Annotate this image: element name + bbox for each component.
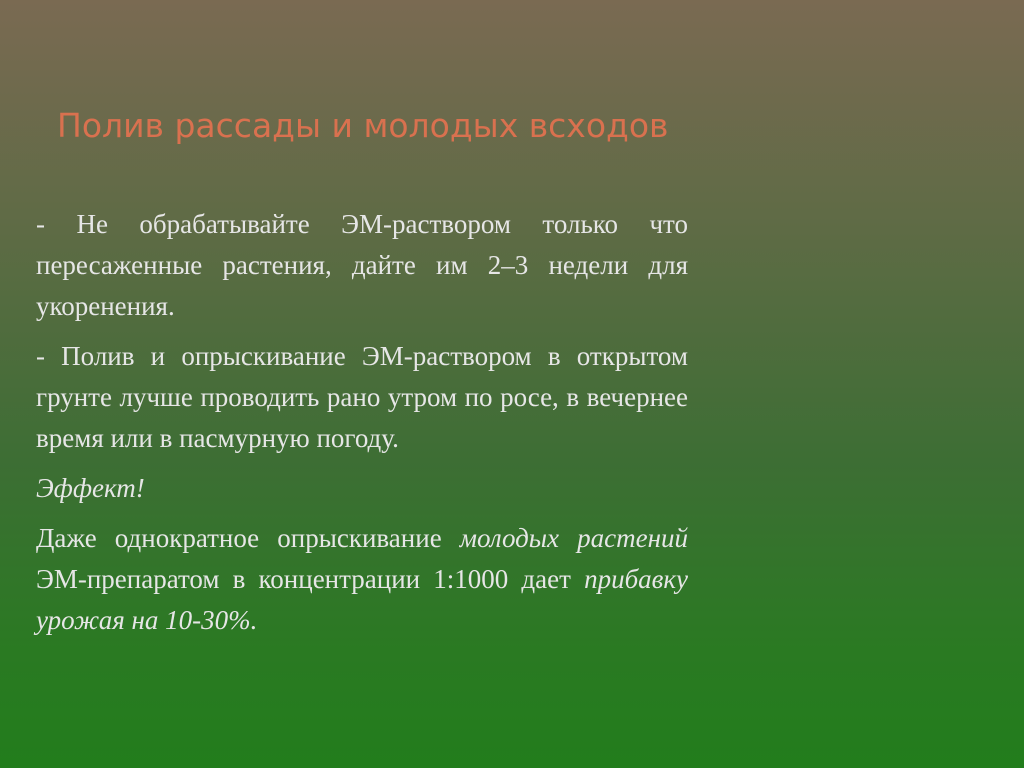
effect-text-young-plants: молодых растений: [459, 523, 688, 553]
slide-body: [36, 204, 688, 650]
paragraph-effect-result: [36, 518, 688, 641]
effect-text-2: ЭМ-препаратом в концентрации 1:1000 дает: [36, 564, 585, 594]
paragraph-watering-advice: - Полив и опрыскивание ЭМ-раствором в открытом грунте лучше проводить рано утром по росе, в вечернее время или в пасмурную погоду.: [36, 341, 688, 453]
paragraph-effect-heading: Эффект!: [36, 473, 145, 503]
effect-text-1: Даже однократное опрыскивание: [36, 523, 460, 553]
effect-text-yield-increase: прибавку урожая на 10-30%.: [36, 564, 688, 635]
slide-title: Полив рассады и молодых всходов: [57, 106, 669, 145]
paragraph-transplant-warning: - Не обрабатывайте ЭМ-раствором только что пересаженные растения, дайте им 2–3 недели для укоренения.: [36, 209, 688, 321]
